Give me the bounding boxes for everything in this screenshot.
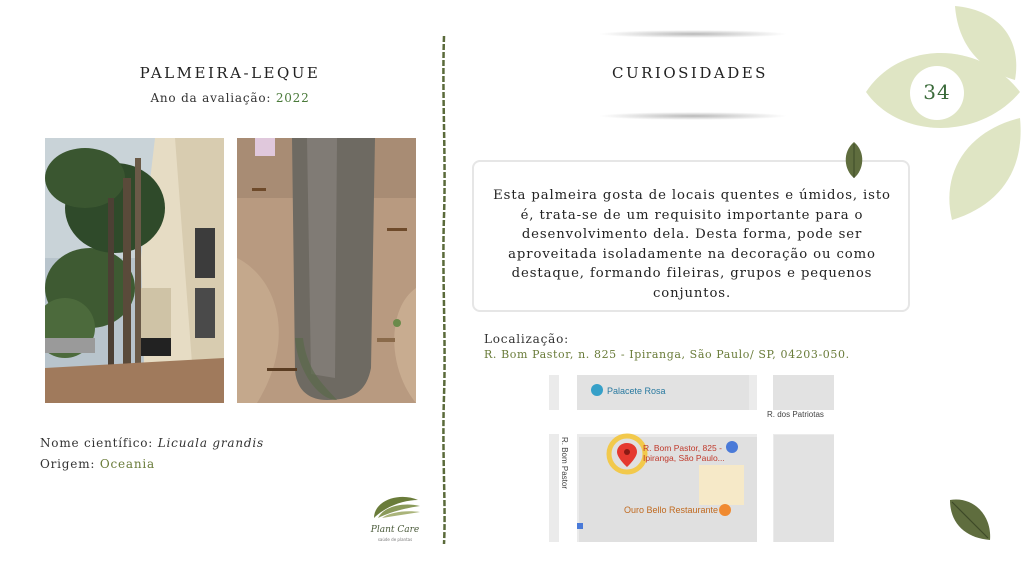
map-street-patriotas: R. dos Patriotas bbox=[767, 410, 824, 419]
map-street-bom-pastor: R. Bom Pastor bbox=[560, 437, 569, 490]
palm-trunk-photo bbox=[237, 138, 416, 403]
map-poi-ouro-bello: Ouro Bello Restaurante bbox=[624, 505, 719, 515]
description-text: Esta palmeira gosta de locais quentes e úmidos, isto é, trata-se de um requisito importante para o desenvolvimento dela. Desta forma, pode ser aproveitada isoladamente na decoração ou como destaque, formando fileiras, grupos e pequenos conjuntos. bbox=[493, 188, 891, 301]
location-map[interactable] bbox=[549, 375, 834, 542]
year-label: Ano da avaliação: bbox=[150, 91, 272, 105]
origin bbox=[40, 457, 155, 471]
origin-value: Oceania bbox=[99, 457, 155, 471]
scientific-value: Licuala grandis bbox=[157, 436, 264, 450]
map-pin-label-1: R. Bom Pastor, 825 - bbox=[643, 443, 722, 453]
evaluation-year bbox=[100, 91, 360, 105]
scientific-label: Nome científico: bbox=[40, 436, 154, 450]
plant-title: PALMEIRA-LEQUE bbox=[139, 64, 321, 82]
scientific-name bbox=[40, 436, 264, 450]
plant-care-logo bbox=[360, 492, 430, 544]
page-number: 34 bbox=[910, 66, 964, 120]
logo-tagline: saúde de plantas bbox=[377, 537, 413, 542]
map-poi-palacete: Palacete Rosa bbox=[607, 386, 666, 396]
palm-building-photo bbox=[45, 138, 224, 403]
year-value: 2022 bbox=[275, 91, 310, 105]
location-address: R. Bom Pastor, n. 825 - Ipiranga, São Paulo/ SP, 04203-050. bbox=[484, 348, 850, 361]
map-pin-label-2: Ipiranga, São Paulo... bbox=[643, 453, 725, 463]
title-shadow-top bbox=[598, 30, 788, 38]
logo-name: Plant Care bbox=[370, 525, 420, 535]
origin-label: Origem: bbox=[40, 457, 96, 471]
leaf-bottom-icon bbox=[946, 494, 994, 544]
curiosidades-title: CURIOSIDADES bbox=[612, 64, 768, 82]
vine-divider bbox=[441, 36, 447, 544]
title-shadow-bottom bbox=[598, 112, 788, 120]
location-label: Localização: bbox=[484, 332, 569, 346]
leaf-icon bbox=[842, 140, 866, 180]
